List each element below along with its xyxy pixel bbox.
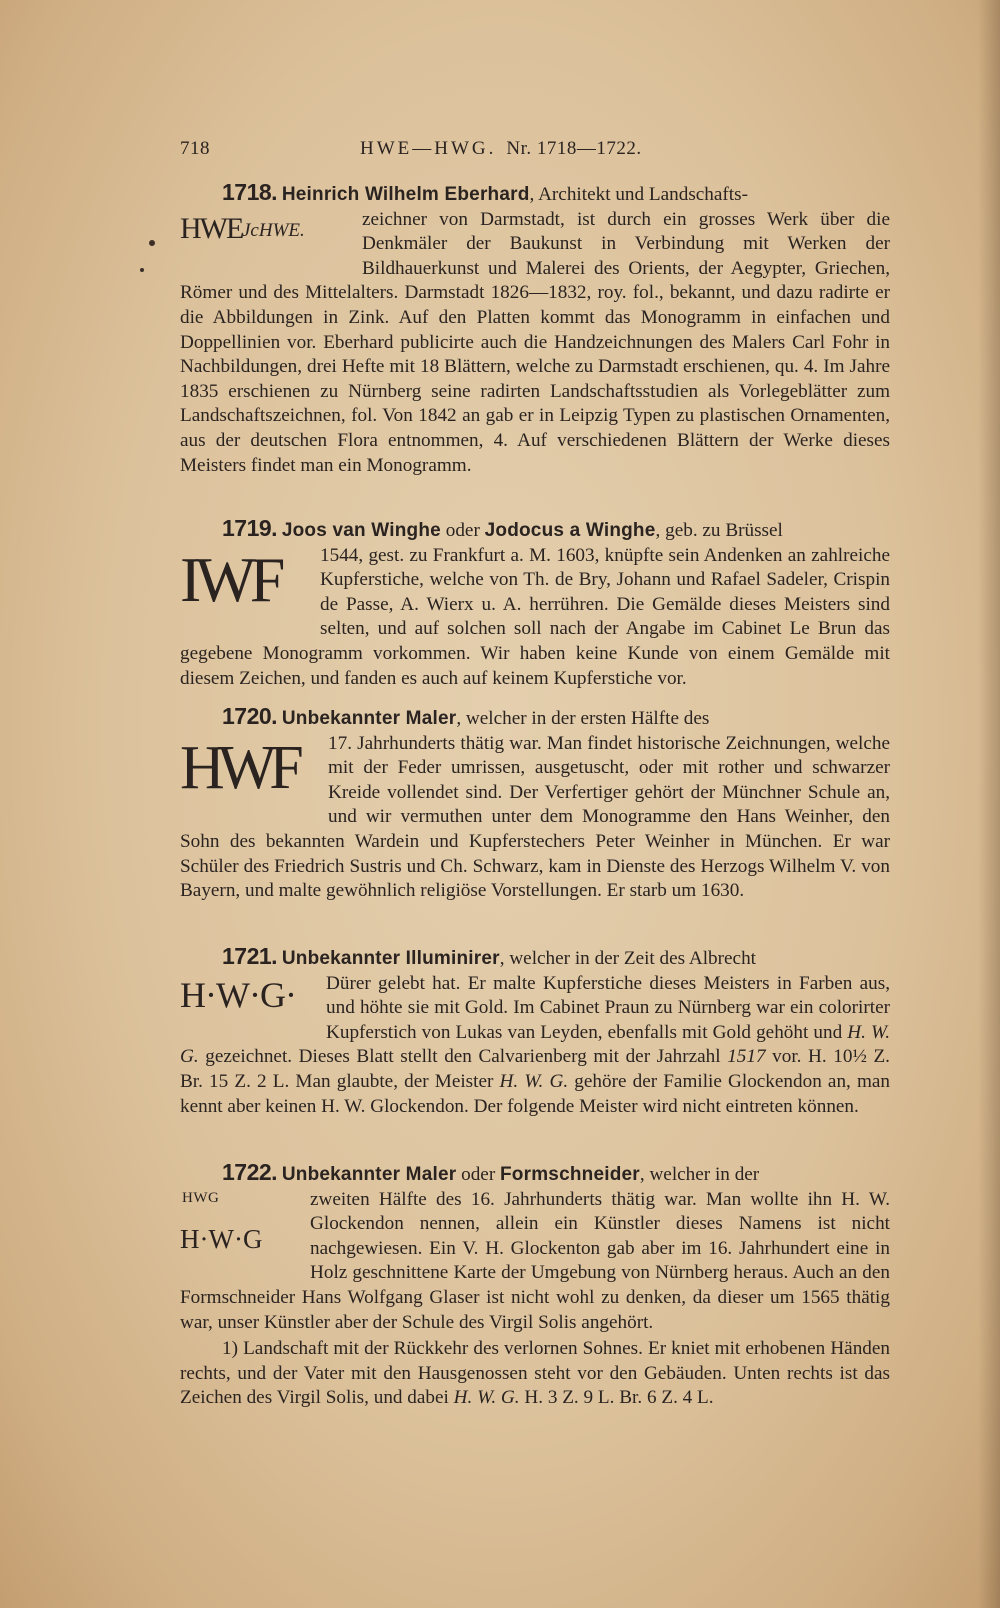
artist-name: Heinrich Wilhelm Eberhard: [281, 184, 530, 205]
entry-heading: [180, 944, 890, 972]
page-edge-shadow: [978, 0, 1000, 1608]
monogram-iwf: IWF: [180, 543, 280, 615]
heading-rest: , welcher in der ersten Hälfte des: [456, 708, 710, 729]
monogram-h-w-g: H·W·G·: [180, 974, 296, 1015]
entry-1721: [180, 944, 890, 1119]
entry-body: zeichner von Darmstadt, ist durch ein grosses Werk über die Denkmäler der Baukunst in Verbindung mit Werken der Bildhauerkunst und Malerei des Orients, der Aegypter, Griechen, Römer und des Mittelalters. Darmstadt 1826—1832, roy. fol., bekannt, und dazu radirte er die Abbildungen in Zink. Auf den Platten kommt das Monogramm in einfachen und Doppellinien vor. Eberhard publicirte auch die Handzeichnungen des Malers Carl Fohr in Nachbildungen, drei Hefte mit 18 Blättern, welche zu Darmstadt erschienen, qu. 4. Im Jahre 1835 erschienen zu Nürnberg seine radirten Landschaftsstudien als Vorlegeblätter zum Landschaftszeichnen, fol. Von 1842 an gab er in Leipzig Typen zu plastischen Ornamenten, aus der deutschen Flora entnommen, 4. Auf verschiedenen Blättern der Werke dieses Meisters findet man ein Monogramm.: [180, 208, 890, 476]
catalogue-item-1: [180, 1337, 890, 1411]
heading-rest: , welcher in der Zeit des Albrecht: [499, 948, 757, 969]
body-text: gehöre der Familie Glockendon an, man kennt aber keinen H. W. Glockendon. Der folgende Meister wird nicht eintreten können.: [180, 1070, 891, 1117]
italic-year: 1517: [727, 1046, 766, 1068]
heading-rest: , Architekt und Landschafts-: [529, 184, 748, 205]
artist-name: Unbekannter Maler: [281, 1164, 457, 1185]
entry-number: 1718.: [222, 179, 278, 205]
monogram-h-w-g: H·W·G: [180, 1223, 263, 1254]
monogram-figure: [180, 1188, 298, 1262]
running-head: [180, 138, 890, 166]
monogram-figure: [180, 208, 350, 258]
margin-speck: [149, 240, 155, 246]
monogram-jc-hwe: JcHWE.: [242, 219, 305, 241]
heading-connector: oder: [440, 520, 485, 541]
heading-rest: , geb. zu Brüssel: [655, 520, 783, 541]
monogram-figure: [180, 732, 316, 806]
italic-monogram: H. W. G.: [499, 1070, 569, 1092]
page-number: 718: [180, 138, 210, 159]
entry-number: 1719.: [222, 515, 278, 541]
artist-name: Unbekannter Illuminirer: [281, 948, 500, 969]
artist-name: Unbekannter Maler: [281, 708, 457, 729]
monogram-figure: [180, 972, 314, 1022]
body-text: vor. H. 10½ Z. Br. 15 Z. 2 L. Man glaubte, der Meister: [180, 1046, 890, 1092]
entry-heading: [180, 704, 890, 732]
entry-body: zweiten Hälfte des 16. Jahrhunderts thätig war. Man wollte ihn H. W. Glockendon nennen, allein ein Künstler dieses Namens ist nicht nachgewiesen. Ein V. H. Glockenton gab aber im 16. Jahrhundert eine in Holz geschnittene Karte der Umgebung von Nürnberg heraus. Auch an den Formschneider Hans Wolfgang Glaser ist nicht wohl zu denken, da dieser um 1565 thätig war, unser Künstler aber der Schule des Virgil Solis angehört.: [180, 1188, 890, 1333]
running-title: [360, 138, 642, 160]
entry-body: 17. Jahrhunderts thätig war. Man findet historische Zeichnungen, welche mit der Feder umrissen, ausgetuscht, oder mit rother und schwarzer Kreide vollendet sind. Der Verfertiger gehört der Münchner Schule an, und wir vermuthen unter dem Monogramme den Hans Weinher, den Sohn des bekannten Wardein und Kupferstechers Peter Weinher in München. Er war Schüler des Friedrich Sustris und Ch. Schwarz, kam in Dienste des Herzogs Wilhelm V. von Bayern, und malte gewöhnlich religiöse Vorstellungen. Er starb um 1630.: [180, 732, 890, 902]
italic-monogram: H. W. G.: [180, 1021, 890, 1068]
monogram-hwf: HWF: [180, 733, 297, 802]
artist-alt-name: Jodocus a Winghe: [484, 520, 656, 541]
entry-heading: [180, 516, 890, 544]
entry-1719: [180, 516, 890, 691]
body-text: Dürer gelebt hat. Er malte Kupferstiche dieses Meisters in Farben aus, und höhte sie mit Gold. Im Cabinet Praun zu Nürnberg war ein colorirter Kupferstich von Lukas van Leyden, ebenfalls mit Gold gehöht und: [326, 972, 890, 1043]
heading-rest: , welcher in der: [639, 1164, 760, 1185]
monogram-hwe: HWE: [180, 211, 243, 245]
running-title-text: HWE—HWG.: [360, 138, 497, 159]
heading-connector: oder: [456, 1164, 500, 1185]
monogram-hwg-small: HWG: [182, 1189, 220, 1206]
running-range: Nr. 1718—1722.: [506, 138, 642, 159]
body-text: 1) Landschaft mit der Rückkehr des verlornen Sohnes. Er kniet mit erhobenen Händen rechts, und der Vater mit den Hausgenossen steht vor den Gebäuden. Unten rechts ist das Zeichen des Virgil Solis, und dabei: [180, 1338, 890, 1409]
entry-heading: [180, 1160, 890, 1188]
entry-number: 1721.: [222, 943, 278, 969]
entry-number: 1722.: [222, 1159, 278, 1185]
entry-body: 1544, gest. zu Frankfurt a. M. 1603, knüpfte sein Andenken an zahlreiche Kupferstiche, welche von Th. de Bry, Johann und Rafael Sadeler, Crispin de Passe, A. Wierx u. A. herrühren. Die Gemälde dieses Meisters sind selten, und auf solchen soll nach der Angabe im Cabinet Le Brun das gegebene Monogramm vorkommen. Wir haben keine Kunde von einem Gemälde mit diesem Zeichen, und fanden es auch auf keinem Kupferstiche vor.: [180, 544, 890, 689]
body-text: gezeichnet. Dieses Blatt stellt den Calvarienberg mit der Jahrzahl: [198, 1046, 728, 1068]
entry-1718: [180, 180, 890, 478]
entry-1720: [180, 704, 890, 904]
margin-speck: [140, 268, 144, 272]
artist-name: Joos van Winghe: [281, 520, 441, 541]
monogram-figure: [180, 544, 308, 618]
entry-number: 1720.: [222, 703, 278, 729]
entry-1722: [180, 1160, 890, 1411]
artist-alt-name: Formschneider: [500, 1164, 640, 1185]
italic-monogram: H. W. G.: [453, 1387, 520, 1409]
entry-heading: [180, 180, 890, 208]
body-text: H. 3 Z. 9 L. Br. 6 Z. 4 L.: [519, 1387, 714, 1409]
